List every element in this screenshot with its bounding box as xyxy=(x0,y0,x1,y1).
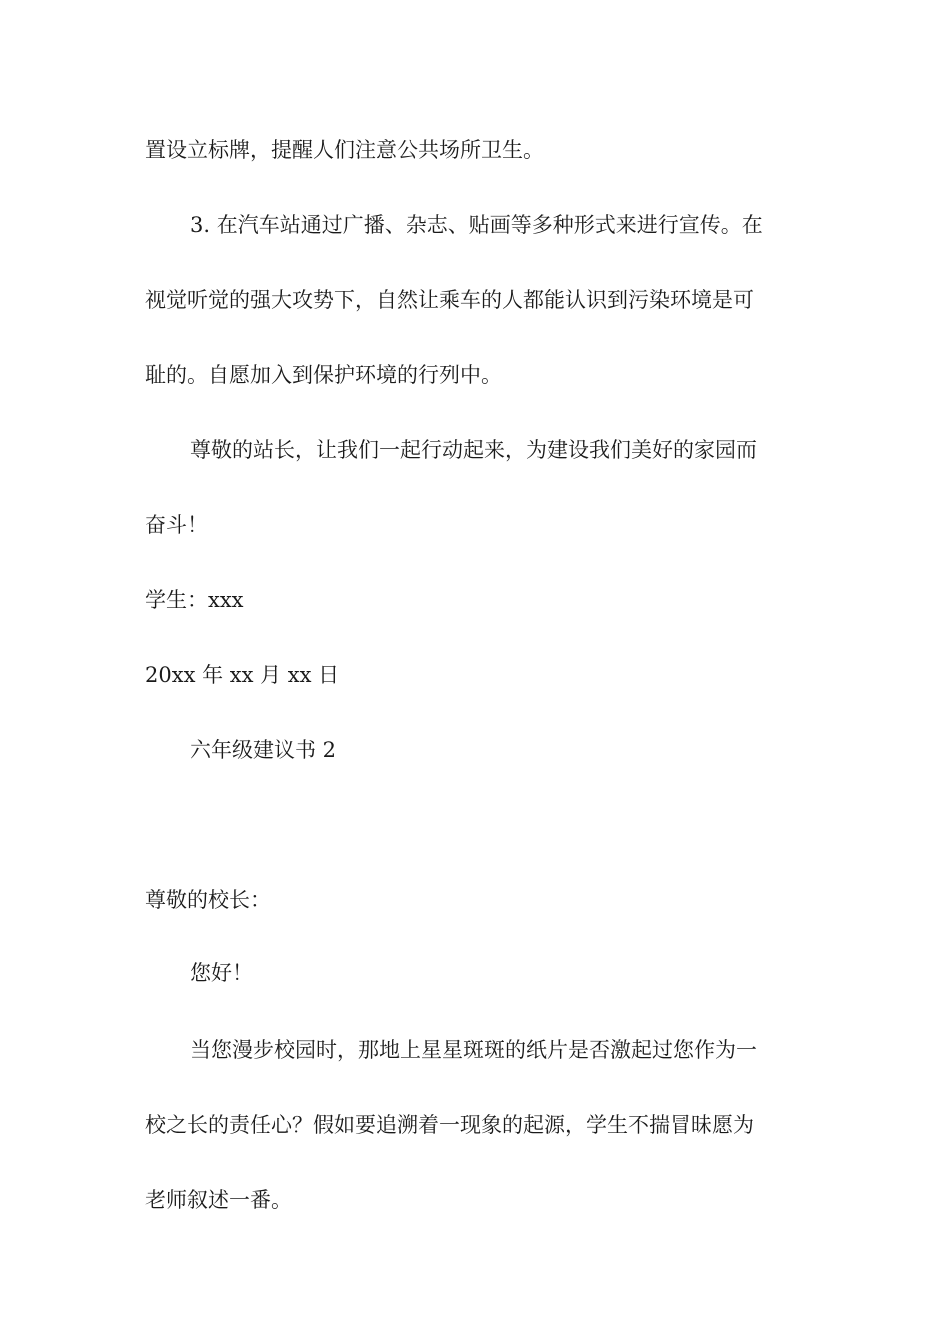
signature-student: 学生：xxx xyxy=(145,588,244,612)
paragraph-line: 耻的。自愿加入到保护环境的行列中。 xyxy=(145,363,502,387)
paragraph-line: 当您漫步校园时，那地上星星斑斑的纸片是否激起过您作为一 xyxy=(190,1038,757,1062)
paragraph-line: 奋斗！ xyxy=(145,513,208,537)
paragraph-line: 视觉听觉的强大攻势下，自然让乘车的人都能认识到污染环境是可 xyxy=(145,288,754,312)
paragraph-line: 3. 在汽车站通过广播、杂志、贴画等多种形式来进行宣传。在 xyxy=(190,213,763,237)
paragraph-line: 校之长的责任心？假如要追溯着一现象的起源，学生不揣冒昧愿为 xyxy=(145,1113,754,1137)
paragraph-line: 置设立标牌，提醒人们注意公共场所卫生。 xyxy=(145,138,544,162)
section-title: 六年级建议书 2 xyxy=(190,738,337,762)
greeting: 您好！ xyxy=(190,961,253,985)
paragraph-line: 尊敬的站长，让我们一起行动起来，为建设我们美好的家园而 xyxy=(190,438,757,462)
salutation: 尊敬的校长： xyxy=(145,888,271,912)
paragraph-line: 老师叙述一番。 xyxy=(145,1188,292,1212)
signature-date: 20xx 年 xx 月 xx 日 xyxy=(145,663,340,687)
